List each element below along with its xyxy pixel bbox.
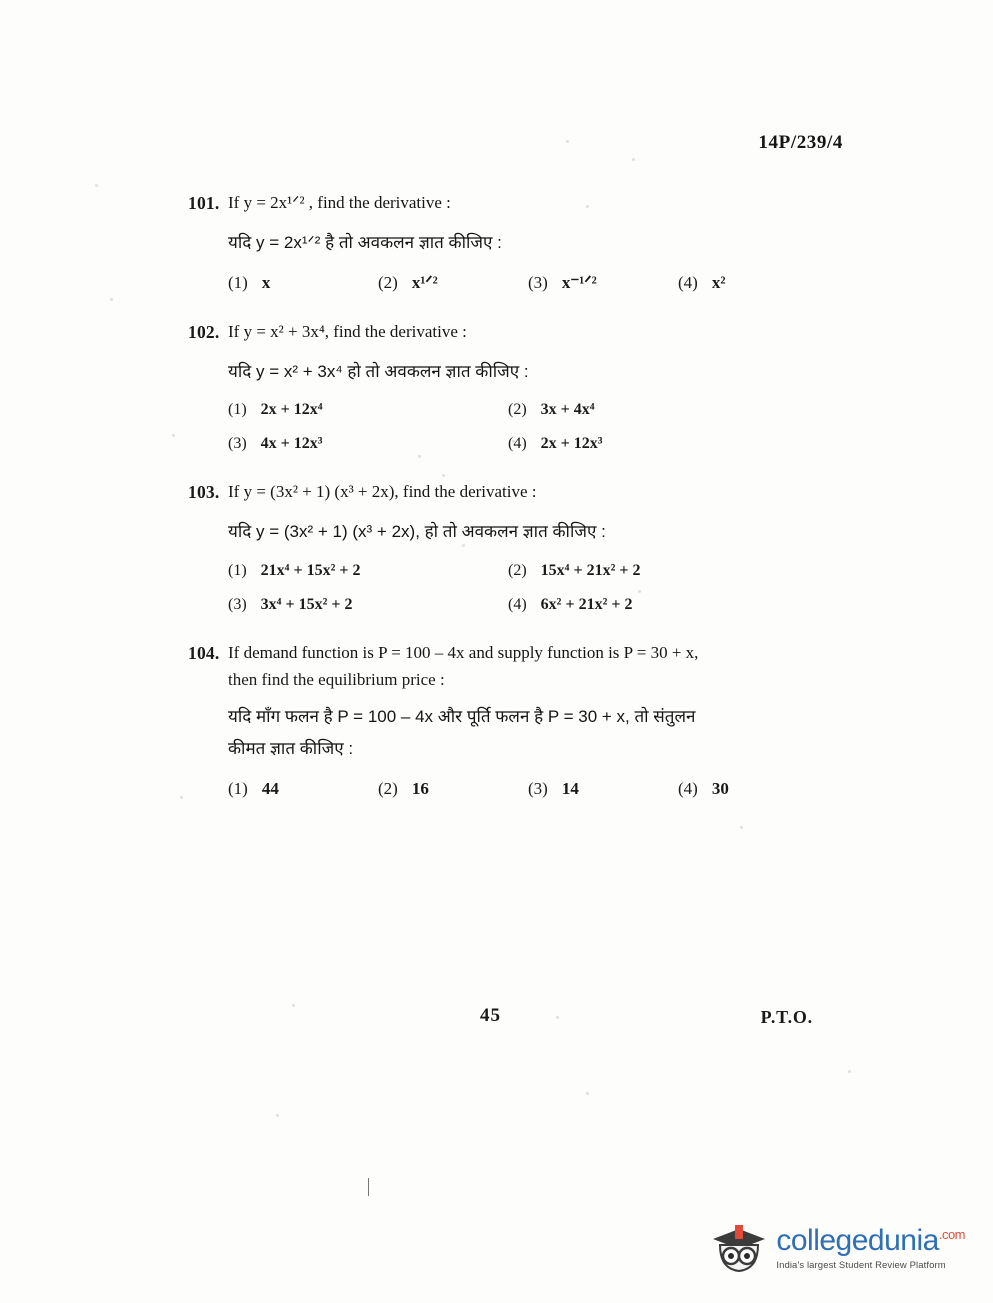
scan-speckle (740, 826, 743, 829)
question-text-hi: यदि y = x² + 3x⁴ हो तो अवकलन ज्ञात कीजिए : (228, 361, 529, 381)
option-1[interactable] (228, 401, 508, 419)
question-text-hi-line2: कीमत ज्ञात कीजिए : (228, 739, 354, 759)
option-label: (1) (228, 401, 247, 419)
option-1[interactable] (228, 273, 378, 293)
option-label: (3) (528, 272, 548, 292)
option-value: 3x⁴ + 15x² + 2 (260, 595, 353, 613)
scan-speckle (172, 434, 175, 437)
scan-speckle (586, 1092, 589, 1095)
scan-speckle (632, 158, 635, 161)
option-label: (2) (508, 401, 527, 419)
pto-label: P.T.O. (760, 1007, 813, 1027)
option-value: x² (711, 272, 726, 292)
option-value: x (261, 272, 271, 292)
option-2[interactable] (508, 401, 788, 419)
question-number: 104. (188, 642, 220, 663)
watermark-text (776, 1223, 965, 1271)
question-101 (188, 190, 828, 293)
question-102 (188, 319, 828, 454)
question-number: 103. (188, 482, 220, 503)
scan-speckle (180, 796, 183, 799)
question-text-hi: यदि y = 2x¹ᐟ² है तो अवकलन ज्ञात कीजिए : (228, 233, 502, 253)
page-number: 45 (480, 1005, 501, 1026)
question-text-en: If y = (3x² + 1) (x³ + 2x), find the derivative : (228, 482, 537, 502)
paper-code: 14P/239/4 (758, 132, 843, 153)
question-text-en: If y = 2x¹ᐟ² , find the derivative : (228, 193, 451, 212)
option-3[interactable] (228, 596, 508, 614)
option-1[interactable] (228, 562, 508, 580)
scan-tick-mark (368, 1178, 369, 1196)
option-value: 15x⁴ + 21x² + 2 (540, 561, 641, 579)
option-value: 30 (711, 778, 729, 798)
option-value: 44 (261, 778, 279, 798)
option-3[interactable] (528, 779, 678, 799)
watermark-dotcom: .com (938, 1226, 965, 1242)
option-4[interactable] (508, 435, 788, 453)
scan-speckle (276, 1114, 279, 1117)
watermark-brand (776, 1223, 965, 1257)
option-label: (4) (678, 778, 698, 798)
scan-speckle (566, 140, 569, 143)
option-2[interactable] (508, 562, 788, 580)
scan-speckle (848, 1070, 851, 1073)
option-4[interactable] (678, 273, 828, 293)
option-value: x¹ᐟ² (411, 272, 438, 292)
option-label: (2) (378, 272, 398, 292)
option-3[interactable] (228, 435, 508, 453)
option-2[interactable] (378, 273, 528, 293)
option-label: (4) (678, 272, 698, 292)
scan-speckle (110, 298, 113, 301)
option-value: 2x + 12x³ (540, 435, 603, 453)
question-list (188, 190, 828, 825)
option-label: (4) (508, 435, 527, 453)
option-3[interactable] (528, 273, 678, 293)
page-footer (0, 1005, 993, 1039)
options-row (228, 779, 828, 799)
options-row (228, 273, 828, 293)
graduate-owl-icon (708, 1221, 770, 1275)
question-number: 101. (188, 193, 220, 213)
option-4[interactable] (508, 596, 788, 614)
option-value: x⁻¹ᐟ² (561, 272, 597, 292)
question-text-en: If demand function is P = 100 – 4x and supply function is P = 30 + x, (228, 642, 699, 662)
option-label: (3) (228, 435, 247, 453)
option-value: 2x + 12x⁴ (260, 401, 323, 419)
question-number: 102. (188, 321, 220, 342)
question-text-en-line2: then find the equilibrium price : (228, 670, 445, 690)
option-value: 6x² + 21x² + 2 (540, 595, 633, 613)
question-text-en: If y = x² + 3x⁴, find the derivative : (228, 321, 467, 341)
question-104 (188, 640, 828, 799)
option-label: (4) (508, 595, 527, 613)
option-value: 3x + 4x⁴ (540, 401, 595, 419)
option-label: (3) (528, 778, 548, 798)
options-grid (228, 401, 788, 453)
question-103 (188, 479, 828, 614)
option-label: (1) (228, 778, 248, 798)
scan-speckle (95, 184, 98, 187)
option-label: (1) (228, 272, 248, 292)
option-value: 21x⁴ + 15x² + 2 (260, 561, 361, 579)
option-2[interactable] (378, 779, 528, 799)
question-text-hi: यदि y = (3x² + 1) (x³ + 2x), हो तो अवकलन ज्ञात कीजिए : (228, 522, 606, 542)
option-label: (2) (378, 778, 398, 798)
collegedunia-watermark (708, 1221, 965, 1275)
option-label: (1) (228, 561, 247, 579)
option-1[interactable] (228, 779, 378, 799)
option-4[interactable] (678, 779, 828, 799)
option-value: 4x + 12x³ (260, 435, 323, 453)
options-grid (228, 562, 788, 614)
watermark-tagline: India's largest Student Review Platform (776, 1259, 946, 1271)
option-label: (2) (508, 561, 527, 579)
question-text-hi: यदि माँग फलन है P = 100 – 4x और पूर्ति फलन है P = 30 + x, तो संतुलन (228, 707, 696, 727)
option-value: 16 (411, 778, 429, 798)
option-value: 14 (561, 778, 579, 798)
watermark-brand-name: collegedunia (776, 1223, 939, 1257)
option-label: (3) (228, 595, 247, 613)
